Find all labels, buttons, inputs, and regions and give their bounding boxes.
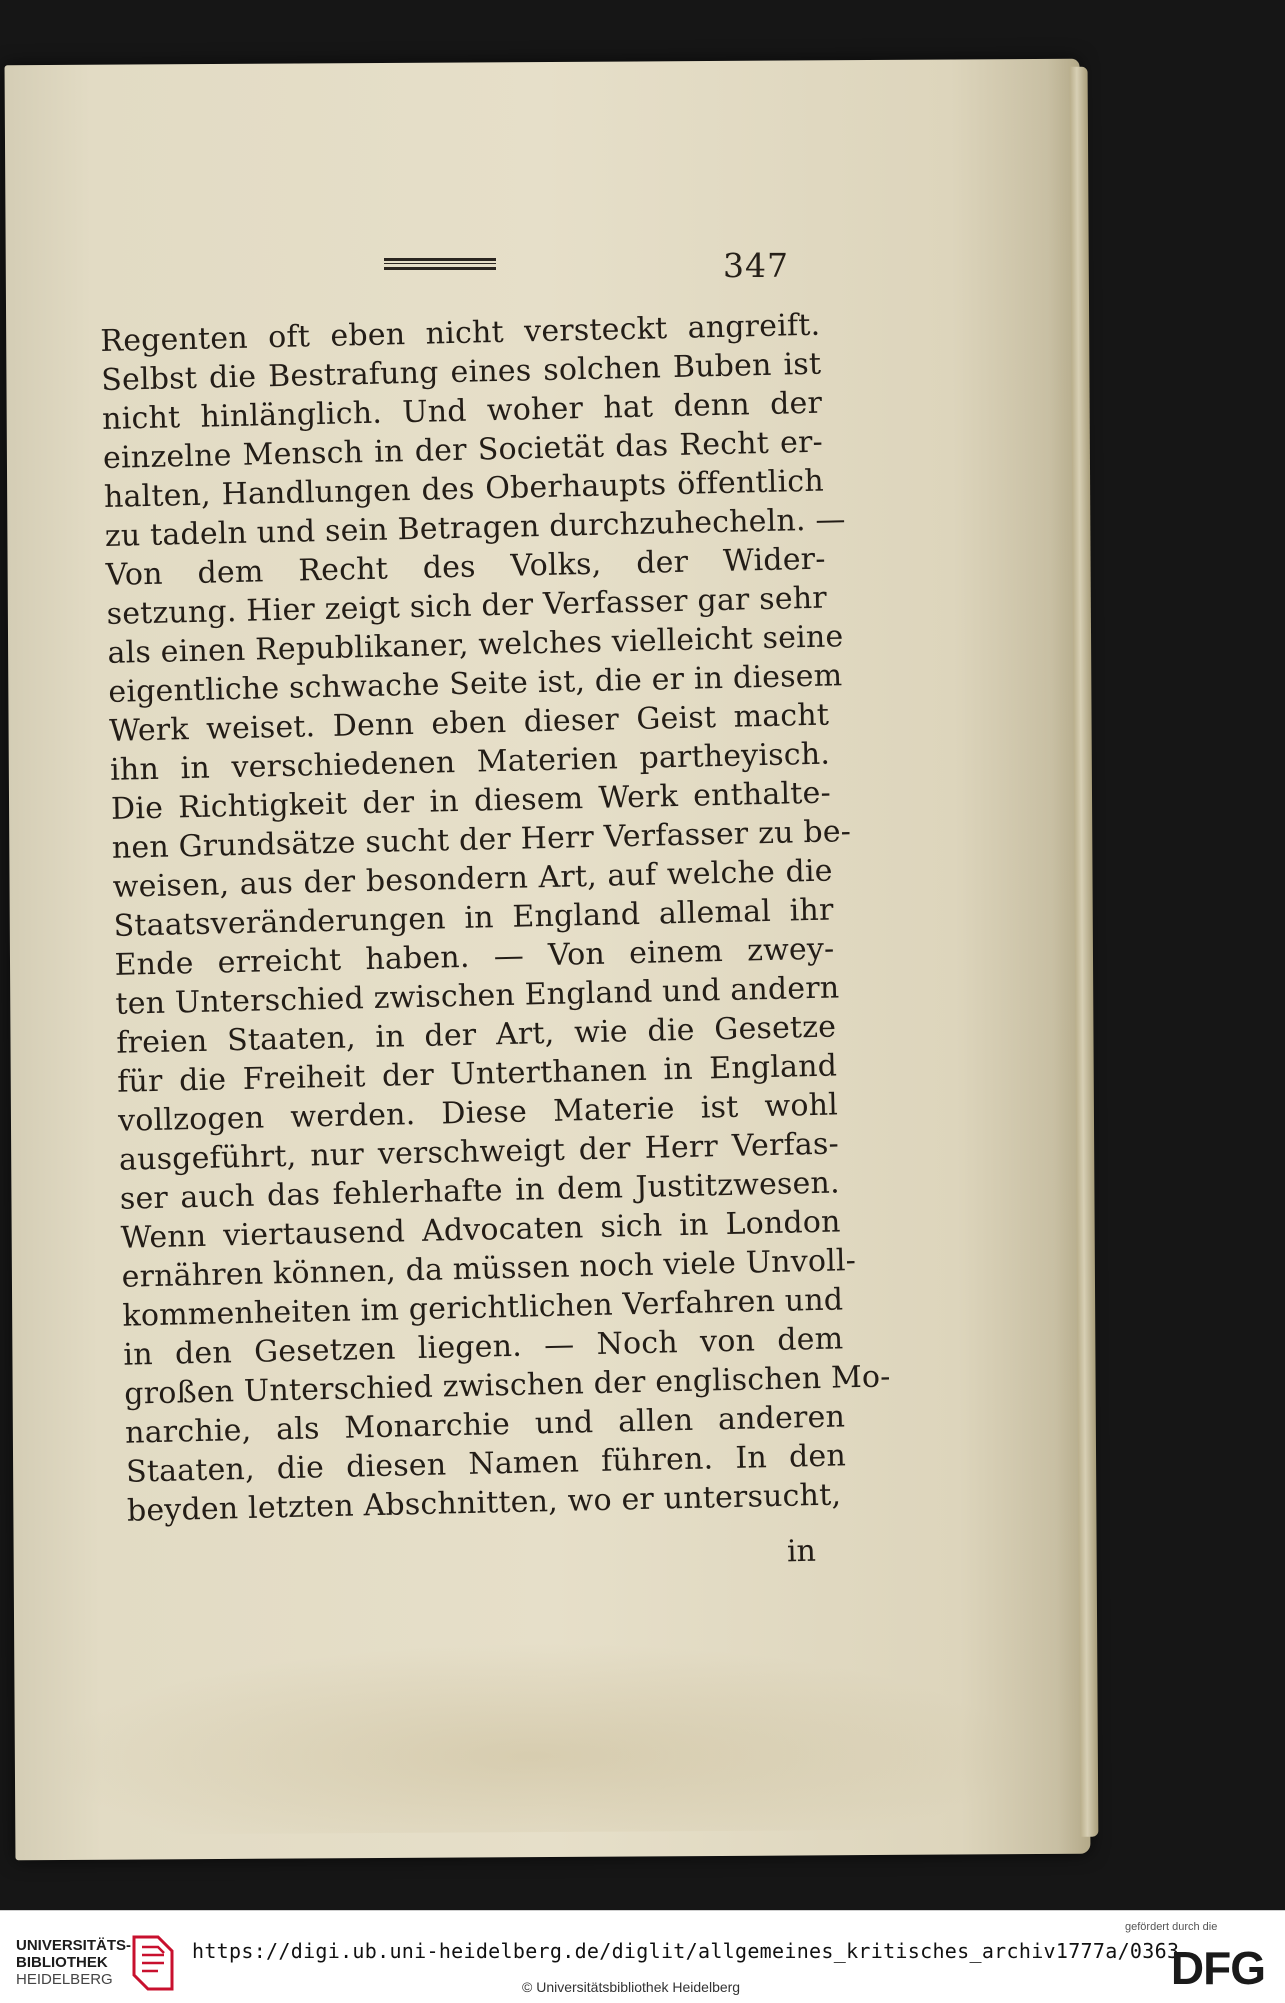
text-line: eigentliche schwache Seite ist, die er in diesem <box>108 658 843 710</box>
text-line: Selbst die Bestrafung eines solchen Buben ist <box>100 346 822 398</box>
text-line: einzelne Mensch in der Societät das Recht er- <box>102 424 824 476</box>
text-line: Von dem Recht des Volks, der Wider- <box>105 541 826 593</box>
text-line: Die Richtigkeit der in diesem Werk enthalte- <box>110 775 832 827</box>
text-line: ser auch das fehlerhafte in dem Justitzwesen. <box>119 1165 841 1217</box>
header-rule <box>384 258 496 270</box>
text-line: Wenn viertausend Advocaten sich in London <box>120 1204 842 1256</box>
copyright-notice: © Universitätsbibliothek Heidelberg <box>522 1979 741 1995</box>
text-line: ten Unterschied zwischen England und andern <box>115 970 840 1022</box>
page-number: 347 <box>723 246 789 285</box>
text-line: setzung. Hier zeigt sich der Verfasser gar sehr <box>106 580 828 632</box>
body-text <box>100 306 891 1531</box>
text-line: Regenten oft eben nicht versteckt angreift. <box>100 307 821 359</box>
page-stain <box>44 1639 1025 1835</box>
library-name-line2: BIBLIOTHEK <box>16 1954 108 1971</box>
text-line: kommenheiten im gerichtlichen Verfahren und <box>122 1282 844 1334</box>
text-line: ernähren können, da müssen noch viele Unvoll- <box>121 1243 857 1295</box>
text-line: freien Staaten, in der Art, wie die Gesetze <box>115 1009 837 1061</box>
text-line: ausgeführt, nur verschweigt der Herr Verfas- <box>118 1126 840 1178</box>
library-name-line1: UNIVERSITÄTS- <box>16 1937 132 1954</box>
catchword: in <box>786 1533 817 1570</box>
text-line: vollzogen werden. Diese Materie ist wohl <box>117 1087 839 1139</box>
text-line: ihn in verschiedenen Materien partheyisch. <box>109 736 831 788</box>
text-line: großen Unterschied zwischen der englischen Mo- <box>123 1359 891 1412</box>
text-line: nen Grundsätze sucht der Herr Verfasser zu be- <box>111 814 852 866</box>
permalink-url[interactable]: https://digi.ub.uni-heidelberg.de/diglit/allgemeines_kritisches_archiv1777a/0363 <box>192 1939 1180 1963</box>
text-line: beyden letzten Abschnitten, wo er untersucht, <box>126 1477 842 1529</box>
viewer-footer <box>0 1910 1285 2003</box>
text-line: Ende erreicht haben. — Von einem zwey- <box>114 931 835 983</box>
text-line: Staatsveränderungen in England allemal ihr <box>113 892 834 944</box>
text-line: narchie, als Monarchie und allen anderen <box>124 1399 846 1451</box>
text-line: Staaten, die diesen Namen führen. In den <box>125 1438 847 1490</box>
text-line: halten, Handlungen des Oberhaupts öffentlich <box>103 463 825 515</box>
text-line: zu tadeln und sein Betragen durchzuhecheln. — <box>104 502 847 554</box>
library-logo-icon <box>128 1933 178 1993</box>
text-line: nicht hinlänglich. Und woher hat denn der <box>101 385 823 437</box>
text-line: in den Gesetzen liegen. — Noch von dem <box>123 1321 844 1373</box>
text-line: als einen Republikaner, welches vielleicht seine <box>107 619 844 671</box>
text-line: für die Freiheit der Unterthanen in England <box>116 1048 838 1100</box>
text-line: weisen, aus der besondern Art, auf welche die <box>112 853 834 905</box>
library-name-line3: HEIDELBERG <box>16 1971 113 1988</box>
text-line: Werk weiset. Denn eben dieser Geist macht <box>108 697 830 749</box>
dfg-logo: DFG <box>1170 1942 1265 1994</box>
page-edge <box>1070 67 1099 1837</box>
library-logo-text <box>16 1937 131 1988</box>
funding-note: gefördert durch die <box>1125 1921 1218 1933</box>
